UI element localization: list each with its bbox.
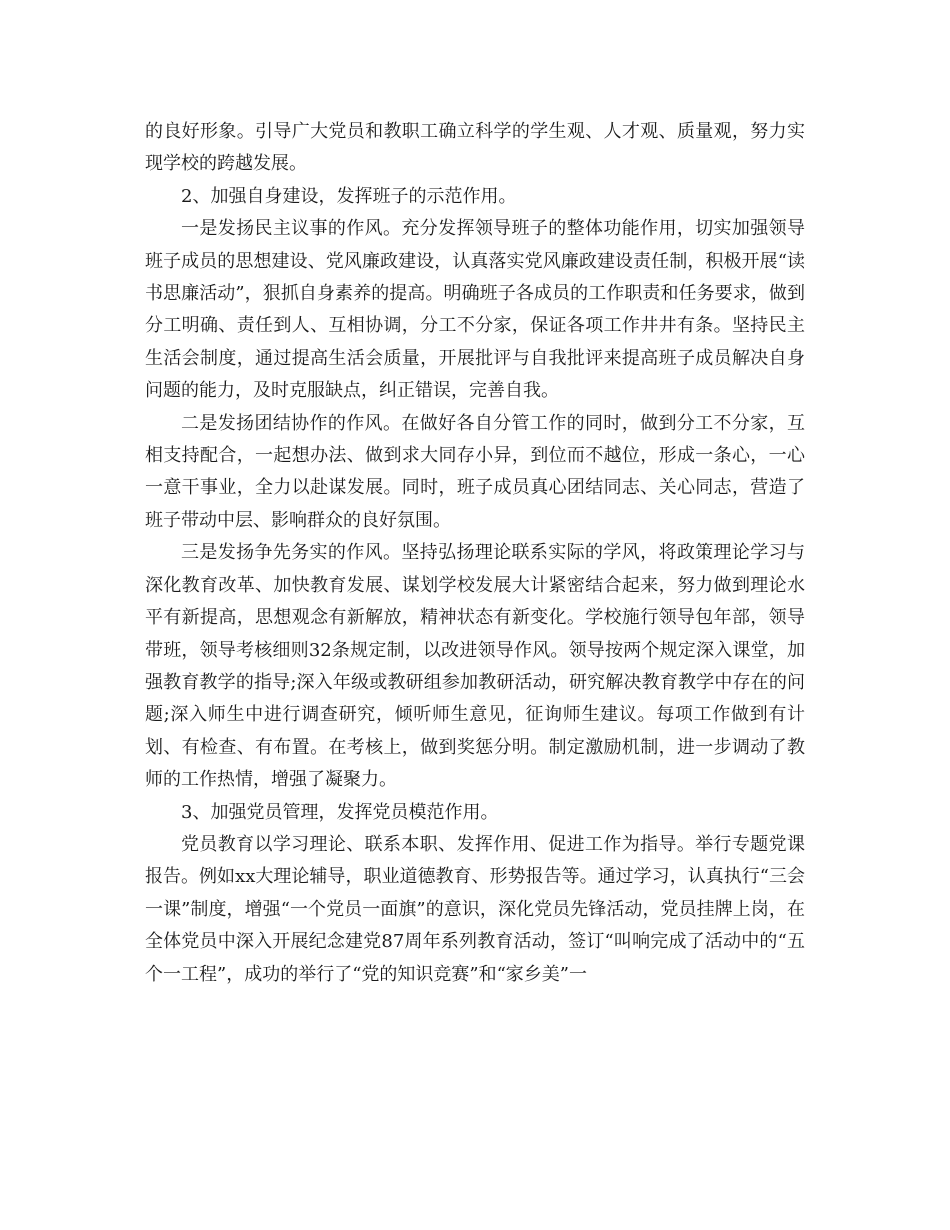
document-body — [145, 116, 805, 991]
paragraph-pragmatic-style: 三是发扬争先务实的作风。坚持弘扬理论联系实际的学风，将政策理论学习与深化教育改革、加快教育发展、谋划学校发展大计紧密结合起来，努力做到理论水平有新提高，思想观念有新解放，精神状态有新变化。学校施行领导包年部，领导带班，领导考核细则32条规定制，以改进领导作风。领导按两个规定深入课堂，加强教育教学的指导;深入年级或教研组参加教研活动，研究解决教育教学中存在的问题;深入师生中进行调查研究，倾听师生意见，征询师生建议。每项工作做到有计划、有检查、有布置。在考核上，做到奖惩分明。制定激励机制，进一步调动了教师的工作热情，增强了凝聚力。 — [145, 542, 805, 791]
section-heading-2: 2、加强自身建设，发挥班子的示范作用。 — [181, 185, 517, 207]
paragraph-unity-style: 二是发扬团结协作的作风。在做好各自分管工作的同时，做到分工不分家，互相支持配合，一起想办法、做到求大同存小异，到位而不越位，形成一条心，一心一意干事业，全力以赴谋发展。同时，班子成员真心团结同志、关心同志，营造了班子带动中层、影响群众的良好氛围。 — [145, 412, 805, 531]
paragraph-party-education: 党员教育以学习理论、联系本职、发挥作用、促进工作为指导。举行专题党课报告。例如xx大理论辅导，职业道德教育、形势报告等。通过学习，认真执行“三会一课”制度，增强“一个党员一面旗”的意识，深化党员先锋活动，党员挂牌上岗，在全体党员中深入开展纪念建党87周年系列教育活动，签订“叫响完成了活动中的“五个一工程”，成功的举行了“党的知识竞赛”和“家乡美”一 — [145, 833, 805, 985]
paragraph-democratic-style: 一是发扬民主议事的作风。充分发挥领导班子的整体功能作用，切实加强领导班子成员的思想建设、党风廉政建设，认真落实党风廉政建设责任制，积极开展“读书思廉活动”，狠抓自身素养的提高。明确班子各成员的工作职责和任务要求，做到分工明确、责任到人、互相协调，分工不分家，保证各项工作井井有条。坚持民主生活会制度，通过提高生活会质量，开展批评与自我批评来提高班子成员解决自身问题的能力，及时克服缺点，纠正错误，完善自我。 — [145, 218, 805, 402]
paragraph-continuation: 的良好形象。引导广大党员和教职工确立科学的学生观、人才观、质量观，努力实现学校的跨越发展。 — [145, 121, 805, 175]
section-heading-3: 3、加强党员管理，发挥党员模范作用。 — [181, 801, 499, 823]
